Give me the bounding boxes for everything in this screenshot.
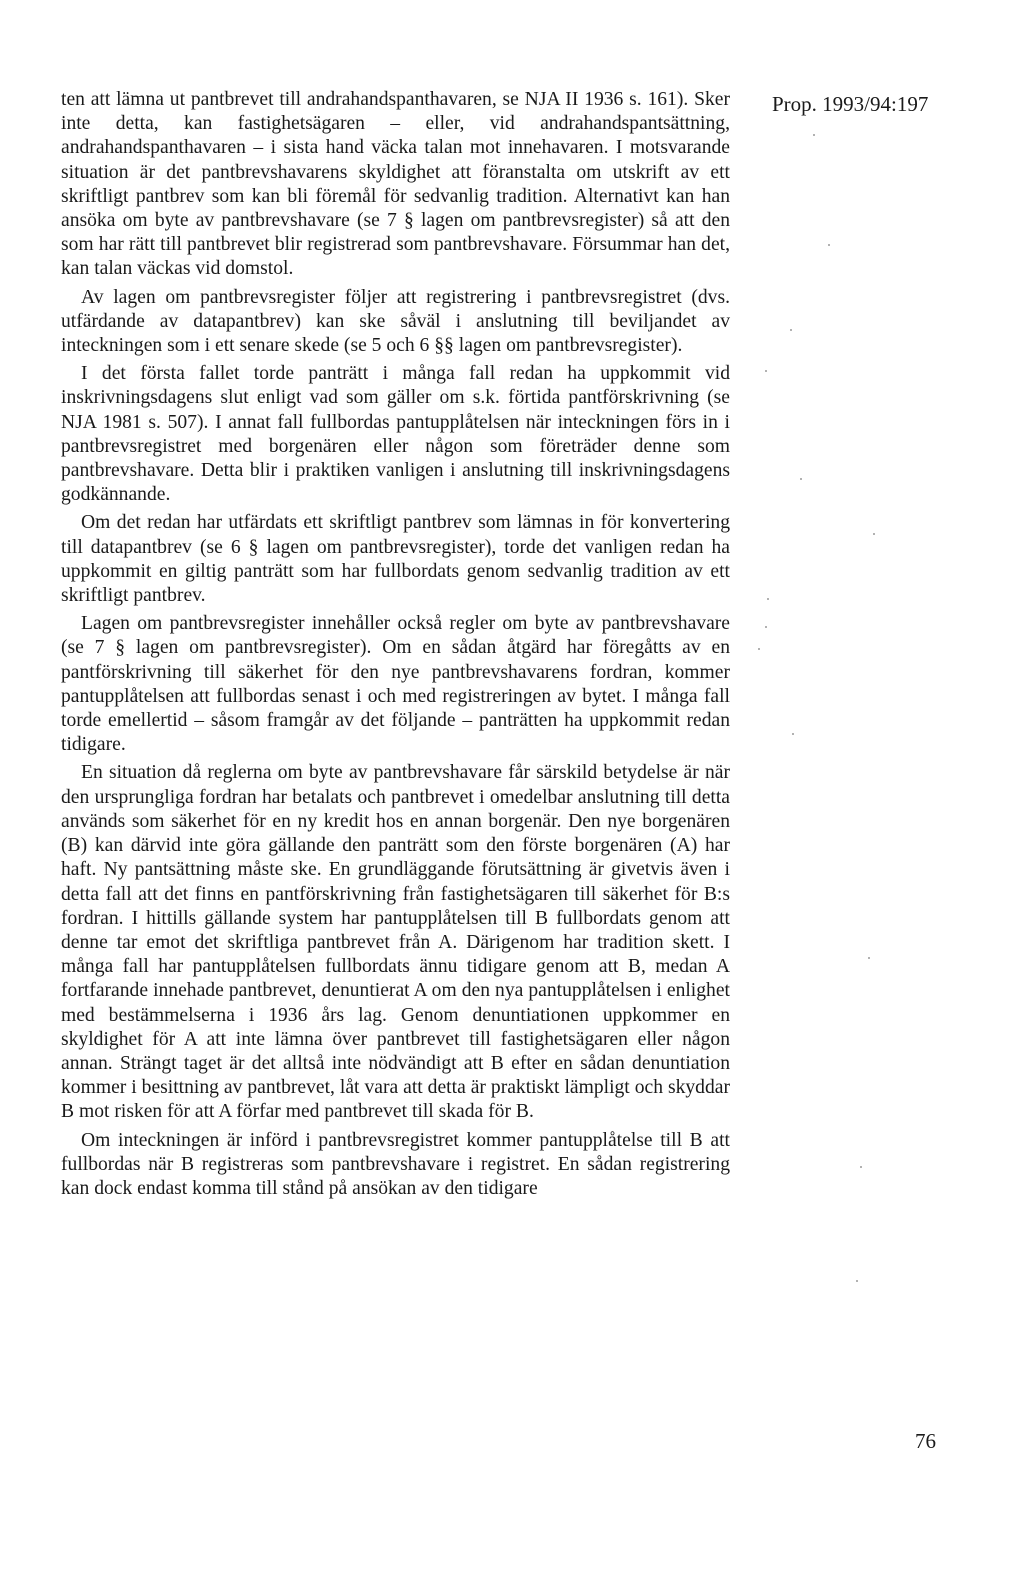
scan-speck xyxy=(765,626,767,628)
margin-reference: Prop. 1993/94:197 xyxy=(772,92,929,116)
paragraph-4: Om det redan har utfärdats ett skriftligt pantbrev som lämnas in för konvertering till datapantbrev (se 6 § lagen om pantbrevsregister), torde det vanligen redan ha uppkommit en giltig panträtt som har fullbordats genom sedvanlig tradition av ett skriftligt pantbrev. xyxy=(61,512,730,607)
body-text xyxy=(61,88,730,1205)
scan-speck xyxy=(873,533,875,535)
scan-speck xyxy=(790,329,792,331)
scan-speck xyxy=(860,1166,862,1168)
scan-speck xyxy=(828,244,830,246)
paragraph-5: Lagen om pantbrevsregister innehåller också regler om byte av pantbrevshavare (se 7 § lagen om pantbrevsregister). Om en sådan åtgärd har föregåtts av en pantförskrivning till säkerhet för den nye pantbrevshavarens fordran, kommer pantupplåtelsen att fullbordas senast i och med registreringen av bytet. I många fall torde emellertid – såsom framgår av det följande – panträtten ha uppkommit redan tidigare. xyxy=(61,613,730,756)
scan-speck xyxy=(856,1280,858,1282)
paragraph-6: En situation då reglerna om byte av pantbrevshavare får särskild betydelse är när den ursprungliga fordran har betalats och pantbrevet i omedelbar anslutning till detta används som säkerhet för en ny kredit hos en annan borgenär. Den nye borgenären (B) kan därvid inte göra gällande den panträtt som den förste borgenären (A) har haft. Ny pantsättning måste ske. En grundläggande förutsättning är givetvis även i detta fall att det finns en pantförskrivning från fastighetsägaren till säkerhet för B:s fordran. I hittills gällande system har pantupplåtelsen till B fullbordats genom att denne tar emot det skriftliga pantbrevet från A. Därigenom har tradition skett. I många fall har pantupplåtelsen fullbordats ännu tidigare genom att B, medan A fortfarande innehade pantbrevet, denuntierat A om den nya pantupplåtelsen i enlighet med bestämmelserna i 1936 års lag. Genom denuntiationen uppkommer en skyldighet för A att inte lämna över pantbrevet till fastighetsägaren eller någon annan. Strängt taget är det alltså inte nödvändigt att B efter en sådan denuntiation kommer i besittning av pantbrevet, låt vara att detta är praktiskt lämpligt och skyddar B mot risken för att A förfar med pantbrevet till skada för B. xyxy=(61,762,730,1123)
scan-speck xyxy=(765,370,767,372)
scan-speck xyxy=(868,957,870,959)
scan-speck xyxy=(800,478,802,480)
paragraph-1: ten att lämna ut pantbrevet till andrahandspanthavaren, se NJA II 1936 s. 161). Sker inte detta, kan fastighetsägaren – eller, vid andrahandspantsättning, andrahandspanthavaren – i sista hand väcka talan mot innehavaren. I motsvarande situation är det pantbrevshavarens skyldighet att föranstalta om utskrift av ett skriftligt pantbrev som kan bli föremål för sedvanlig tradition. Alternativt kan han ansöka om byte av pantbrevshavare (se 7 § lagen om pantbrevsregister) så att den som har rätt till pantbrevet blir registrerad som pantbrevshavare. Försummar han det, kan talan väckas vid domstol. xyxy=(61,89,730,280)
paragraph-3: I det första fallet torde panträtt i många fall redan ha uppkommit vid inskrivningsdagens slut enligt vad som gäller om s.k. förtida pantförskrivning (se NJA 1981 s. 507). I annat fall fullbordas pantupplåtelsen när inteckningen förs in i pantbrevsregistret med borgenären eller någon som företräder denne som pantbrevshavare. Detta blir i praktiken vanligen i anslutning till inskrivningsdagens godkännande. xyxy=(61,363,730,506)
paragraph-2: Av lagen om pantbrevsregister följer att registrering i pantbrevsregistret (dvs. utfärdande av datapantbrev) kan ske såväl i anslutning till beviljandet av inteckningen som i ett senare skede (se 5 och 6 §§ lagen om pantbrevsregister). xyxy=(61,286,730,357)
scan-speck xyxy=(767,598,769,600)
page-number: 76 xyxy=(915,1429,936,1453)
scan-speck xyxy=(813,134,815,136)
paragraph-7: Om inteckningen är införd i pantbrevsregistret kommer pantupplåtelse till B att fullbordas när B registreras som pantbrevshavare i registret. En sådan registrering kan dock endast komma till stånd på ansökan av den tidigare xyxy=(61,1129,730,1199)
scan-speck xyxy=(758,648,760,650)
scan-speck xyxy=(792,733,794,735)
